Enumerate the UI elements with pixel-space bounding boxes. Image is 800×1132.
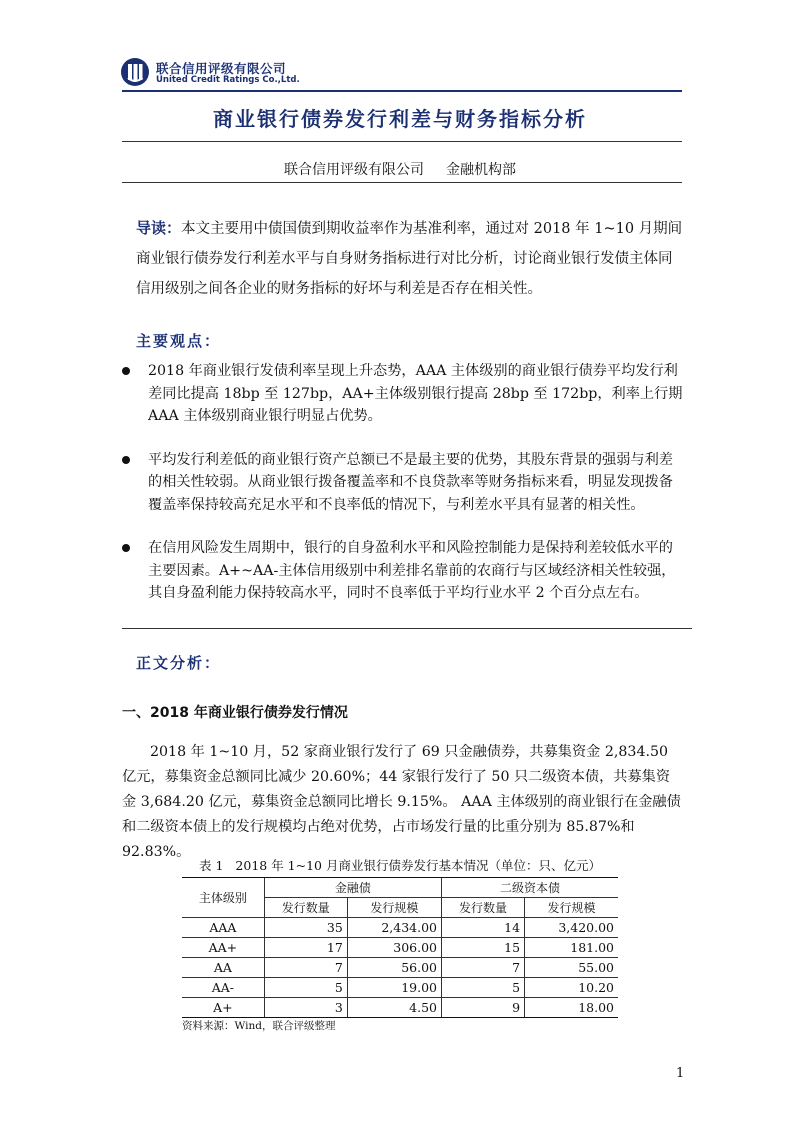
byline-org: 联合信用评级有限公司 — [284, 162, 424, 178]
column-group-tier2-bond: 二级资本债 — [442, 878, 619, 898]
column-header-rating: 主体级别 — [182, 878, 264, 918]
table-source-note: 资料来源：Wind，联合评级整理 — [182, 1020, 336, 1032]
cell-fin-scale: 4.50 — [347, 998, 441, 1018]
table-row — [182, 938, 618, 958]
cell-cap-count: 5 — [442, 978, 525, 998]
cell-cap-count: 9 — [442, 998, 525, 1018]
cell-fin-scale: 19.00 — [347, 978, 441, 998]
cell-cap-scale: 18.00 — [525, 998, 618, 1018]
cell-cap-scale: 10.20 — [525, 978, 618, 998]
page-number: 1 — [676, 1066, 685, 1081]
document-title: 商业银行债券发行利差与财务指标分析 — [213, 107, 587, 131]
cell-fin-count: 5 — [264, 978, 347, 998]
cell-cap-scale: 3,420.00 — [525, 918, 618, 938]
column-group-financial-bond: 金融债 — [264, 878, 441, 898]
table-caption — [0, 856, 800, 874]
cell-cap-scale: 55.00 — [525, 958, 618, 978]
table-row — [182, 998, 618, 1018]
list-item-text: 在信用风险发生周期中，银行的自身盈利水平和风险控制能力是保持利差较低水平的主要因素。A+~AA-主体信用级别中利差排名靠前的农商行与区域经济相关性较强，其自身盈利能力保持较高水平，同时不良率低于平均行业水平 2 个百分点左右。 — [148, 540, 676, 601]
cell-fin-scale: 2,434.00 — [347, 918, 441, 938]
cell-rating: AA- — [182, 978, 264, 998]
cell-rating: A+ — [182, 998, 264, 1018]
table-caption-text: 2018 年 1~10 月商业银行债券发行基本情况（单位：只、亿元） — [235, 858, 601, 873]
section-1-paragraph: 2018 年 1~10 月，52 家商业银行发行了 69 只金融债券，共募集资金 2,834.50 亿元，募集资金总额同比减少 20.60%；44 家银行发行了 50 只二级资本债，共募集资金 3,684.20 亿元，募集资金总额同比增长 9.15%。 AAA 主体级别的商业银行在金融债和二级资本债上的发行规模均占绝对优势，占市场发行量的比重分别为 85.87%和 92.83%。 — [122, 744, 681, 860]
section-divider — [122, 628, 692, 629]
list-item-text: 2018 年商业银行发债利率呈现上升态势，AAA 主体级别的商业银行债券平均发行利差同比提高 18bp 至 127bp，AA+主体级别银行提高 28bp 至 172bp，利率上行期 AAA 主体级别商业银行明显占优势。 — [148, 363, 683, 424]
main-points-heading: 主要观点： — [136, 332, 222, 350]
table-caption-number: 表 1 — [198, 858, 224, 873]
title-rule — [122, 141, 682, 142]
cell-rating: AA — [182, 958, 264, 978]
table-row — [182, 978, 618, 998]
list-item-text: 平均发行利差低的商业银行资产总额已不是最主要的优势，其股东背景的强弱与利差的相关性较弱。从商业银行拨备覆盖率和不良贷款率等财务指标来看，明显发现拨备覆盖率保持较高充足水平和不良率低的情况下，与利差水平具有显著的相关性。 — [148, 451, 673, 513]
body-heading: 正文分析： — [136, 654, 222, 672]
cell-cap-count: 7 — [442, 958, 525, 978]
column-header-cap-count: 发行数量 — [442, 898, 525, 918]
cell-fin-count: 7 — [264, 958, 347, 978]
cell-cap-count: 15 — [442, 938, 525, 958]
column-header-cap-scale: 发行规模 — [525, 898, 618, 918]
cell-rating: AAA — [182, 918, 264, 938]
bond-issuance-table — [182, 877, 618, 1018]
header-rule — [122, 90, 682, 92]
cell-fin-count: 17 — [264, 938, 347, 958]
company-name-en: United Credit Ratings Co.,Ltd. — [156, 75, 300, 85]
lead-label: 导读： — [136, 219, 182, 237]
lead-paragraph — [136, 213, 684, 304]
section-1-title: 一、2018 年商业银行债券发行情况 — [122, 705, 348, 721]
cell-fin-scale: 306.00 — [347, 938, 441, 958]
table-row — [182, 958, 618, 978]
column-header-fin-count: 发行数量 — [264, 898, 347, 918]
cell-fin-scale: 56.00 — [347, 958, 441, 978]
cell-rating: AA+ — [182, 938, 264, 958]
byline-rule — [122, 182, 682, 183]
cell-cap-count: 14 — [442, 918, 525, 938]
list-item — [122, 360, 684, 428]
main-points-list — [122, 360, 684, 626]
bullet-icon — [122, 544, 130, 552]
byline-dept: 金融机构部 — [446, 162, 516, 178]
bullet-icon — [122, 456, 130, 464]
table-row — [182, 918, 618, 938]
list-item — [122, 537, 684, 605]
company-logo — [120, 55, 360, 89]
lead-text: 本文主要用中债国债到期收益率作为基准利率，通过对 2018 年 1~10 月期间商业银行债券发行利差水平与自身财务指标进行对比分析，讨论商业银行发债主体同信用级别之间各企业的财务指标的好坏与利差是否存在相关性。 — [136, 221, 683, 297]
byline — [0, 159, 800, 179]
company-logo-mark-icon — [120, 57, 150, 87]
column-header-fin-scale: 发行规模 — [347, 898, 441, 918]
company-name-cn: 联合信用评级有限公司 — [156, 61, 287, 76]
cell-fin-count: 35 — [264, 918, 347, 938]
bullet-icon — [122, 367, 130, 375]
cell-fin-count: 3 — [264, 998, 347, 1018]
cell-cap-scale: 181.00 — [525, 938, 618, 958]
list-item — [122, 449, 684, 517]
